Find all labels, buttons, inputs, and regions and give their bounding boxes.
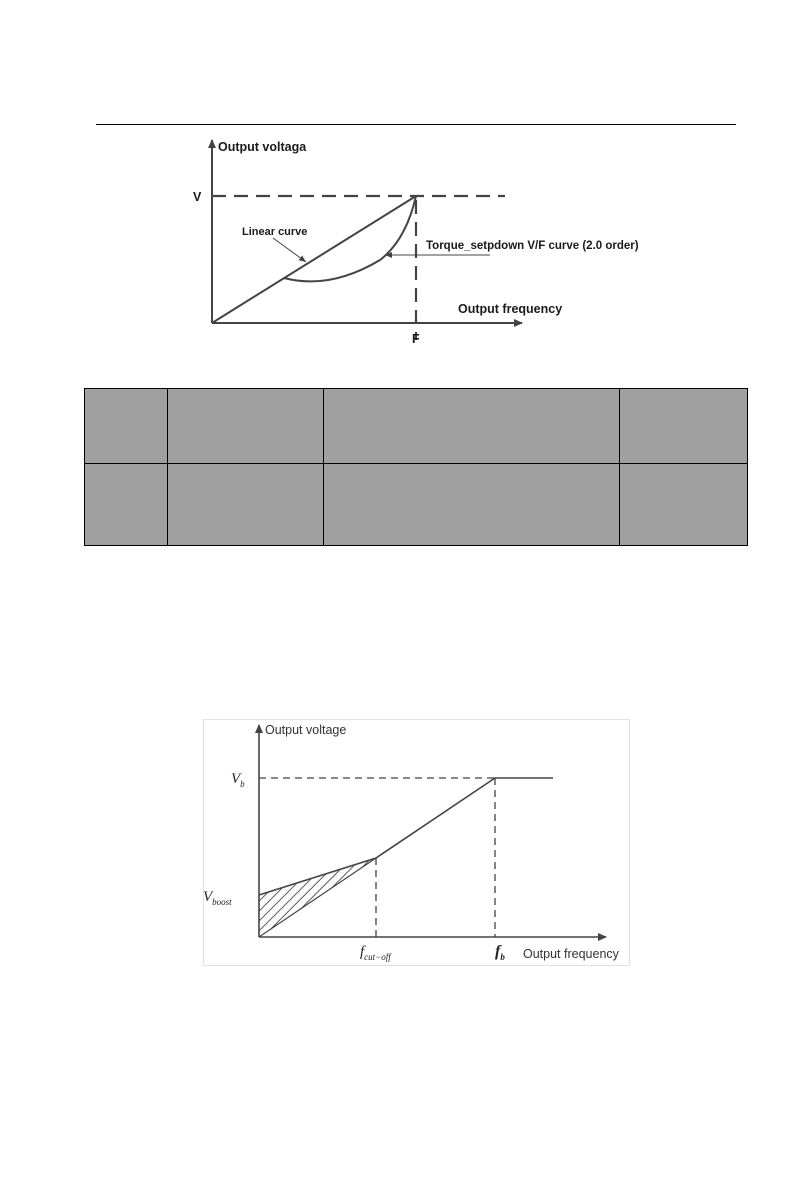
- fcut-label: $f_{cut-off}$: [360, 944, 391, 962]
- linear-curve-label: Linear curve: [242, 226, 308, 238]
- vb-label: $V_b$: [231, 771, 245, 789]
- table-cell: [323, 464, 620, 546]
- table-cell: [85, 389, 168, 464]
- vboost-label: $V_{boost}$: [203, 889, 232, 907]
- torque-boost-figure-2: [203, 719, 630, 966]
- v-label: V: [193, 190, 202, 204]
- header-rule: [96, 124, 736, 125]
- table-cell: [620, 464, 748, 546]
- table-cell: [620, 389, 748, 464]
- torque-curve-label: Torque_setpdown V/F curve (2.0 order): [426, 240, 639, 252]
- table-row: [85, 389, 748, 464]
- fb-label: $f_b$: [495, 943, 505, 962]
- table-cell: [167, 464, 323, 546]
- table-cell: [85, 464, 168, 546]
- y-axis-label: Output voltaga: [218, 140, 307, 154]
- x-axis-label: Output frequency: [458, 302, 563, 316]
- table-row: [85, 464, 748, 546]
- linear-curve-pointer: [273, 238, 306, 262]
- table-cell: [323, 389, 620, 464]
- x-axis-label: Output frequency: [523, 947, 619, 961]
- f-label: F: [412, 332, 420, 346]
- y-axis-label: Output voltage: [265, 723, 347, 737]
- linear-curve: [212, 196, 416, 323]
- table-cell: [167, 389, 323, 464]
- vf-curve-figure-1: [180, 130, 660, 350]
- parameter-table: [84, 388, 748, 546]
